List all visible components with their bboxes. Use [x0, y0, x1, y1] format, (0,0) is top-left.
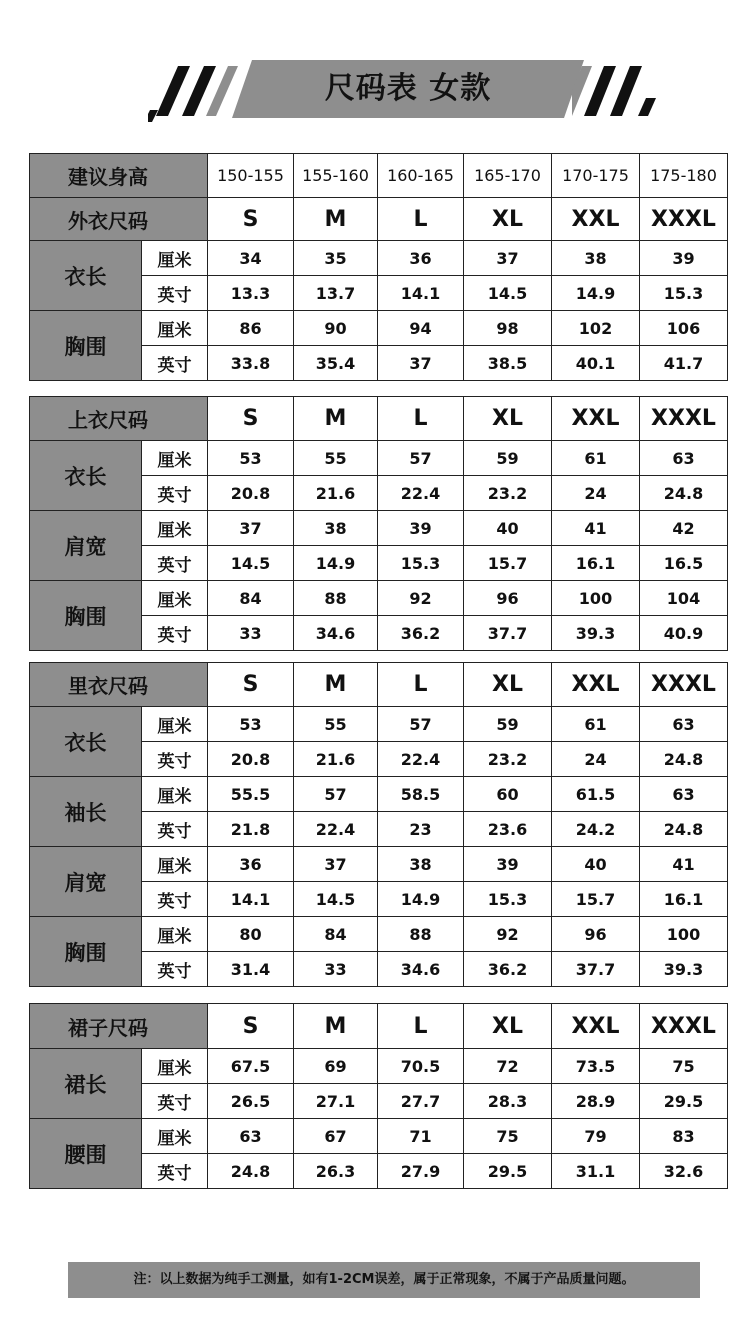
size-cell: XL: [464, 198, 552, 241]
measure-label: 衣长: [30, 241, 142, 311]
value-cell: 20.8: [208, 742, 294, 777]
value-cell: 73.5: [552, 1049, 640, 1084]
value-cell: 39.3: [640, 952, 728, 987]
value-cell: 20.8: [208, 476, 294, 511]
value-cell: 26.3: [294, 1154, 378, 1189]
value-cell: 16.1: [640, 882, 728, 917]
value-cell: 106: [640, 311, 728, 346]
value-cell: 32.6: [640, 1154, 728, 1189]
size-cell: M: [294, 1004, 378, 1049]
value-cell: 14.9: [552, 276, 640, 311]
value-cell: 42: [640, 511, 728, 546]
measure-label: 胸围: [30, 581, 142, 651]
value-cell: 38: [378, 847, 464, 882]
value-cell: 40.1: [552, 346, 640, 381]
unit-label: 英寸: [142, 346, 208, 381]
value-cell: 63: [208, 1119, 294, 1154]
value-cell: 31.4: [208, 952, 294, 987]
table-header: 裙子尺码: [30, 1004, 208, 1049]
size-cell: XXXL: [640, 663, 728, 707]
value-cell: 15.3: [378, 546, 464, 581]
value-cell: 24: [552, 476, 640, 511]
top-size-table: [29, 396, 728, 651]
value-cell: 63: [640, 777, 728, 812]
page-title: 尺码表 女款: [324, 71, 492, 106]
unit-label: 厘米: [142, 1049, 208, 1084]
value-cell: 14.9: [378, 882, 464, 917]
size-cell: XXL: [552, 198, 640, 241]
value-cell: 26.5: [208, 1084, 294, 1119]
value-cell: 23: [378, 812, 464, 847]
unit-label: 厘米: [142, 311, 208, 346]
value-cell: 36.2: [378, 616, 464, 651]
size-cell: L: [378, 1004, 464, 1049]
value-cell: 55: [294, 441, 378, 476]
value-cell: 88: [378, 917, 464, 952]
unit-label: 厘米: [142, 581, 208, 616]
value-cell: 36.2: [464, 952, 552, 987]
size-cell: L: [378, 198, 464, 241]
table-row: [30, 511, 728, 546]
value-cell: 57: [378, 707, 464, 742]
value-cell: 31.1: [552, 1154, 640, 1189]
skirt-size-table: [29, 1003, 728, 1189]
value-cell: 37: [208, 511, 294, 546]
unit-label: 英寸: [142, 882, 208, 917]
table-row: [30, 707, 728, 742]
height-label: 建议身高: [30, 154, 208, 198]
value-cell: 37.7: [464, 616, 552, 651]
value-cell: 69: [294, 1049, 378, 1084]
left-stripes-icon: [148, 64, 238, 122]
height-cell: 175-180: [640, 154, 728, 198]
value-cell: 94: [378, 311, 464, 346]
table-header: 外衣尺码: [30, 198, 208, 241]
value-cell: 37: [294, 847, 378, 882]
size-cell: XXL: [552, 663, 640, 707]
size-cell: XL: [464, 397, 552, 441]
size-cell: XXL: [552, 397, 640, 441]
value-cell: 24.8: [208, 1154, 294, 1189]
measure-label: 衣长: [30, 441, 142, 511]
value-cell: 36: [378, 241, 464, 276]
table-row: [30, 1119, 728, 1154]
unit-label: 厘米: [142, 917, 208, 952]
value-cell: 71: [378, 1119, 464, 1154]
title-banner: [0, 58, 750, 122]
value-cell: 23.6: [464, 812, 552, 847]
size-cell: XL: [464, 1004, 552, 1049]
value-cell: 24.8: [640, 812, 728, 847]
value-cell: 55: [294, 707, 378, 742]
unit-label: 英寸: [142, 276, 208, 311]
unit-label: 英寸: [142, 546, 208, 581]
value-cell: 102: [552, 311, 640, 346]
measure-label: 胸围: [30, 917, 142, 987]
value-cell: 39: [378, 511, 464, 546]
size-cell: XXXL: [640, 397, 728, 441]
unit-label: 英寸: [142, 742, 208, 777]
unit-label: 厘米: [142, 707, 208, 742]
value-cell: 28.9: [552, 1084, 640, 1119]
size-cell: XXL: [552, 1004, 640, 1049]
value-cell: 67: [294, 1119, 378, 1154]
height-cell: 160-165: [378, 154, 464, 198]
height-cell: 155-160: [294, 154, 378, 198]
table-row: [30, 847, 728, 882]
value-cell: 14.9: [294, 546, 378, 581]
value-cell: 16.1: [552, 546, 640, 581]
value-cell: 75: [464, 1119, 552, 1154]
size-cell: S: [208, 1004, 294, 1049]
value-cell: 41.7: [640, 346, 728, 381]
unit-label: 英寸: [142, 812, 208, 847]
value-cell: 34.6: [378, 952, 464, 987]
value-cell: 13.7: [294, 276, 378, 311]
unit-label: 厘米: [142, 441, 208, 476]
value-cell: 61.5: [552, 777, 640, 812]
value-cell: 14.1: [208, 882, 294, 917]
value-cell: 14.5: [208, 546, 294, 581]
value-cell: 27.1: [294, 1084, 378, 1119]
height-cell: 150-155: [208, 154, 294, 198]
value-cell: 34.6: [294, 616, 378, 651]
size-cell: M: [294, 198, 378, 241]
size-cell: S: [208, 663, 294, 707]
value-cell: 39: [464, 847, 552, 882]
value-cell: 98: [464, 311, 552, 346]
size-cell: XL: [464, 663, 552, 707]
value-cell: 86: [208, 311, 294, 346]
value-cell: 84: [208, 581, 294, 616]
value-cell: 59: [464, 707, 552, 742]
size-cell: XXXL: [640, 198, 728, 241]
table-row: [30, 1049, 728, 1084]
value-cell: 22.4: [378, 476, 464, 511]
height-cell: 170-175: [552, 154, 640, 198]
outerwear-size-table: [29, 153, 728, 381]
value-cell: 96: [552, 917, 640, 952]
measure-label: 袖长: [30, 777, 142, 847]
value-cell: 24.8: [640, 742, 728, 777]
size-cell: S: [208, 397, 294, 441]
value-cell: 37.7: [552, 952, 640, 987]
disclaimer-note: 注：以上数据为纯手工测量，如有1-2CM误差，属于正常现象，不属于产品质量问题。: [68, 1262, 700, 1298]
value-cell: 21.6: [294, 476, 378, 511]
value-cell: 63: [640, 441, 728, 476]
value-cell: 27.9: [378, 1154, 464, 1189]
value-cell: 57: [378, 441, 464, 476]
measure-label: 衣长: [30, 707, 142, 777]
value-cell: 84: [294, 917, 378, 952]
value-cell: 61: [552, 707, 640, 742]
measure-label: 腰围: [30, 1119, 142, 1189]
value-cell: 28.3: [464, 1084, 552, 1119]
measure-label: 胸围: [30, 311, 142, 381]
value-cell: 96: [464, 581, 552, 616]
table-row: [30, 441, 728, 476]
value-cell: 35: [294, 241, 378, 276]
value-cell: 67.5: [208, 1049, 294, 1084]
table-header: 上衣尺码: [30, 397, 208, 441]
value-cell: 58.5: [378, 777, 464, 812]
size-cell: L: [378, 663, 464, 707]
value-cell: 39: [640, 241, 728, 276]
unit-label: 英寸: [142, 1084, 208, 1119]
table-row: [30, 581, 728, 616]
value-cell: 83: [640, 1119, 728, 1154]
height-cell: 165-170: [464, 154, 552, 198]
unit-label: 英寸: [142, 476, 208, 511]
value-cell: 29.5: [640, 1084, 728, 1119]
value-cell: 60: [464, 777, 552, 812]
value-cell: 24.2: [552, 812, 640, 847]
size-cell: S: [208, 198, 294, 241]
value-cell: 14.1: [378, 276, 464, 311]
value-cell: 33.8: [208, 346, 294, 381]
value-cell: 14.5: [464, 276, 552, 311]
value-cell: 38.5: [464, 346, 552, 381]
size-header-row: [30, 663, 728, 707]
value-cell: 88: [294, 581, 378, 616]
unit-label: 厘米: [142, 1119, 208, 1154]
value-cell: 37: [464, 241, 552, 276]
table-row: [30, 241, 728, 276]
value-cell: 14.5: [294, 882, 378, 917]
value-cell: 34: [208, 241, 294, 276]
size-header-row: [30, 198, 728, 241]
unit-label: 英寸: [142, 1154, 208, 1189]
table-row: [30, 917, 728, 952]
table-row: [30, 777, 728, 812]
size-header-row: [30, 397, 728, 441]
value-cell: 92: [464, 917, 552, 952]
value-cell: 79: [552, 1119, 640, 1154]
innerwear-size-table: [29, 662, 728, 987]
right-stripes-icon: [572, 64, 662, 122]
value-cell: 41: [640, 847, 728, 882]
size-cell: XXXL: [640, 1004, 728, 1049]
value-cell: 36: [208, 847, 294, 882]
value-cell: 90: [294, 311, 378, 346]
value-cell: 15.3: [464, 882, 552, 917]
value-cell: 15.3: [640, 276, 728, 311]
unit-label: 厘米: [142, 511, 208, 546]
value-cell: 55.5: [208, 777, 294, 812]
value-cell: 75: [640, 1049, 728, 1084]
value-cell: 61: [552, 441, 640, 476]
value-cell: 38: [552, 241, 640, 276]
value-cell: 16.5: [640, 546, 728, 581]
table-row: [30, 311, 728, 346]
measure-label: 裙长: [30, 1049, 142, 1119]
value-cell: 24: [552, 742, 640, 777]
size-header-row: [30, 1004, 728, 1049]
value-cell: 41: [552, 511, 640, 546]
size-cell: L: [378, 397, 464, 441]
measure-label: 肩宽: [30, 511, 142, 581]
unit-label: 英寸: [142, 952, 208, 987]
value-cell: 21.6: [294, 742, 378, 777]
value-cell: 21.8: [208, 812, 294, 847]
value-cell: 80: [208, 917, 294, 952]
value-cell: 27.7: [378, 1084, 464, 1119]
value-cell: 53: [208, 707, 294, 742]
value-cell: 70.5: [378, 1049, 464, 1084]
value-cell: 104: [640, 581, 728, 616]
value-cell: 35.4: [294, 346, 378, 381]
value-cell: 100: [640, 917, 728, 952]
value-cell: 23.2: [464, 476, 552, 511]
value-cell: 33: [208, 616, 294, 651]
value-cell: 53: [208, 441, 294, 476]
measure-label: 肩宽: [30, 847, 142, 917]
value-cell: 40.9: [640, 616, 728, 651]
value-cell: 22.4: [378, 742, 464, 777]
value-cell: 72: [464, 1049, 552, 1084]
value-cell: 33: [294, 952, 378, 987]
value-cell: 13.3: [208, 276, 294, 311]
size-cell: M: [294, 397, 378, 441]
value-cell: 40: [464, 511, 552, 546]
value-cell: 40: [552, 847, 640, 882]
unit-label: 厘米: [142, 847, 208, 882]
value-cell: 37: [378, 346, 464, 381]
table-header: 里衣尺码: [30, 663, 208, 707]
value-cell: 29.5: [464, 1154, 552, 1189]
value-cell: 23.2: [464, 742, 552, 777]
value-cell: 57: [294, 777, 378, 812]
value-cell: 59: [464, 441, 552, 476]
value-cell: 38: [294, 511, 378, 546]
unit-label: 厘米: [142, 777, 208, 812]
value-cell: 63: [640, 707, 728, 742]
value-cell: 15.7: [552, 882, 640, 917]
value-cell: 22.4: [294, 812, 378, 847]
height-row: [30, 154, 728, 198]
value-cell: 92: [378, 581, 464, 616]
value-cell: 100: [552, 581, 640, 616]
value-cell: 39.3: [552, 616, 640, 651]
unit-label: 英寸: [142, 616, 208, 651]
value-cell: 24.8: [640, 476, 728, 511]
value-cell: 15.7: [464, 546, 552, 581]
unit-label: 厘米: [142, 241, 208, 276]
size-cell: M: [294, 663, 378, 707]
